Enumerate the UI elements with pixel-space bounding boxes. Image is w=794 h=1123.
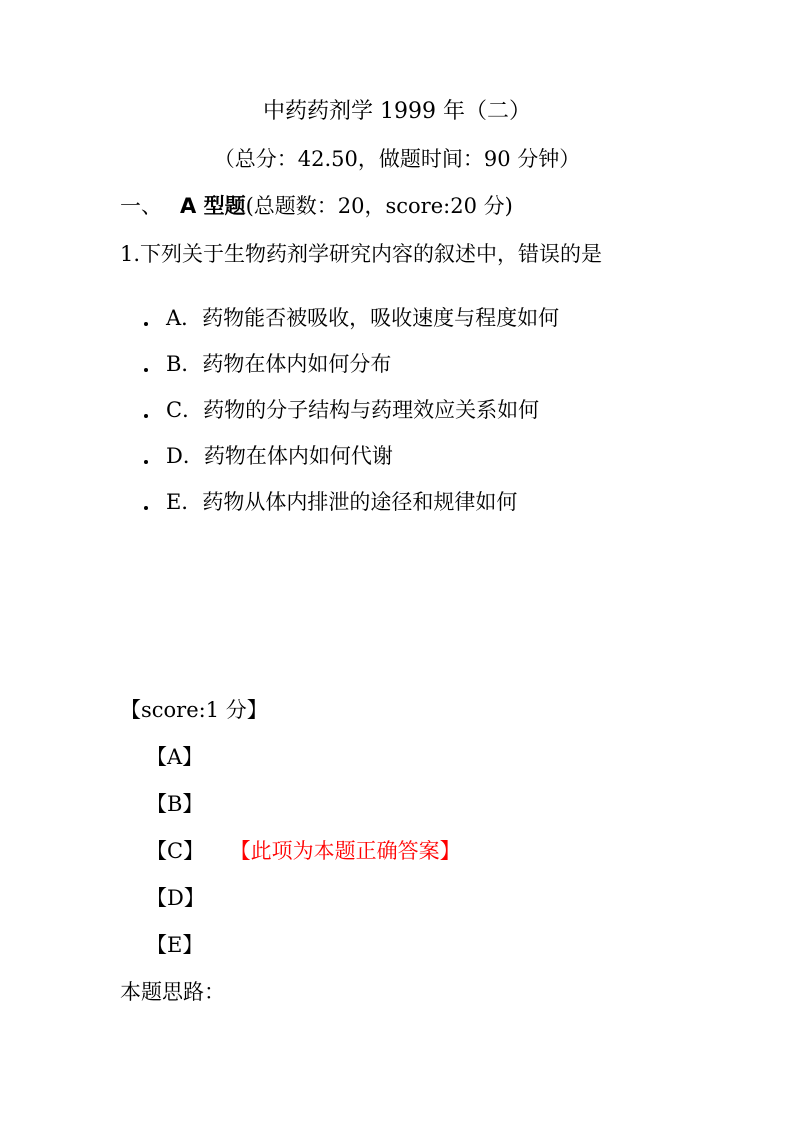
question-score: 【score:1 分】 <box>120 698 268 722</box>
answer-a: 【A】 <box>146 745 204 769</box>
exam-info: （总分：42.50，做题时间：90 分钟） <box>213 147 581 171</box>
explanation-label: 本题思路： <box>120 980 225 1004</box>
option-c: C．药物的分子结构与药理效应关系如何 <box>140 394 559 440</box>
bullet-icon <box>144 506 148 510</box>
option-e: E．药物从体内排泄的途径和规律如何 <box>140 486 559 532</box>
correct-answer-note: 【此项为本题正确答案】 <box>240 839 461 863</box>
option-b: B．药物在体内如何分布 <box>140 348 559 394</box>
answer-list <box>146 741 461 976</box>
option-list <box>140 302 559 532</box>
answer-e: 【E】 <box>146 933 204 957</box>
section-heading <box>120 190 513 222</box>
bullet-icon <box>144 414 148 418</box>
section-summary: (总题数：20，score:20 分) <box>245 194 513 218</box>
page-title: 中药药剂学 1999 年（二） <box>263 99 531 124</box>
answer-c: 【C】 【此项为本题正确答案】 <box>146 839 461 863</box>
section-type: A 型题 <box>180 194 246 218</box>
question-text: 1.下列关于生物药剂学研究内容的叙述中，错误的是 <box>120 242 603 266</box>
answer-d: 【D】 <box>146 886 205 910</box>
bullet-icon <box>144 368 148 372</box>
section-number: 一、 <box>120 194 162 218</box>
bullet-icon <box>144 322 148 326</box>
answer-b: 【B】 <box>146 792 204 816</box>
option-a: A．药物能否被吸收，吸收速度与程度如何 <box>140 302 559 348</box>
bullet-icon <box>144 460 148 464</box>
option-d: D．药物在体内如何代谢 <box>140 440 559 486</box>
